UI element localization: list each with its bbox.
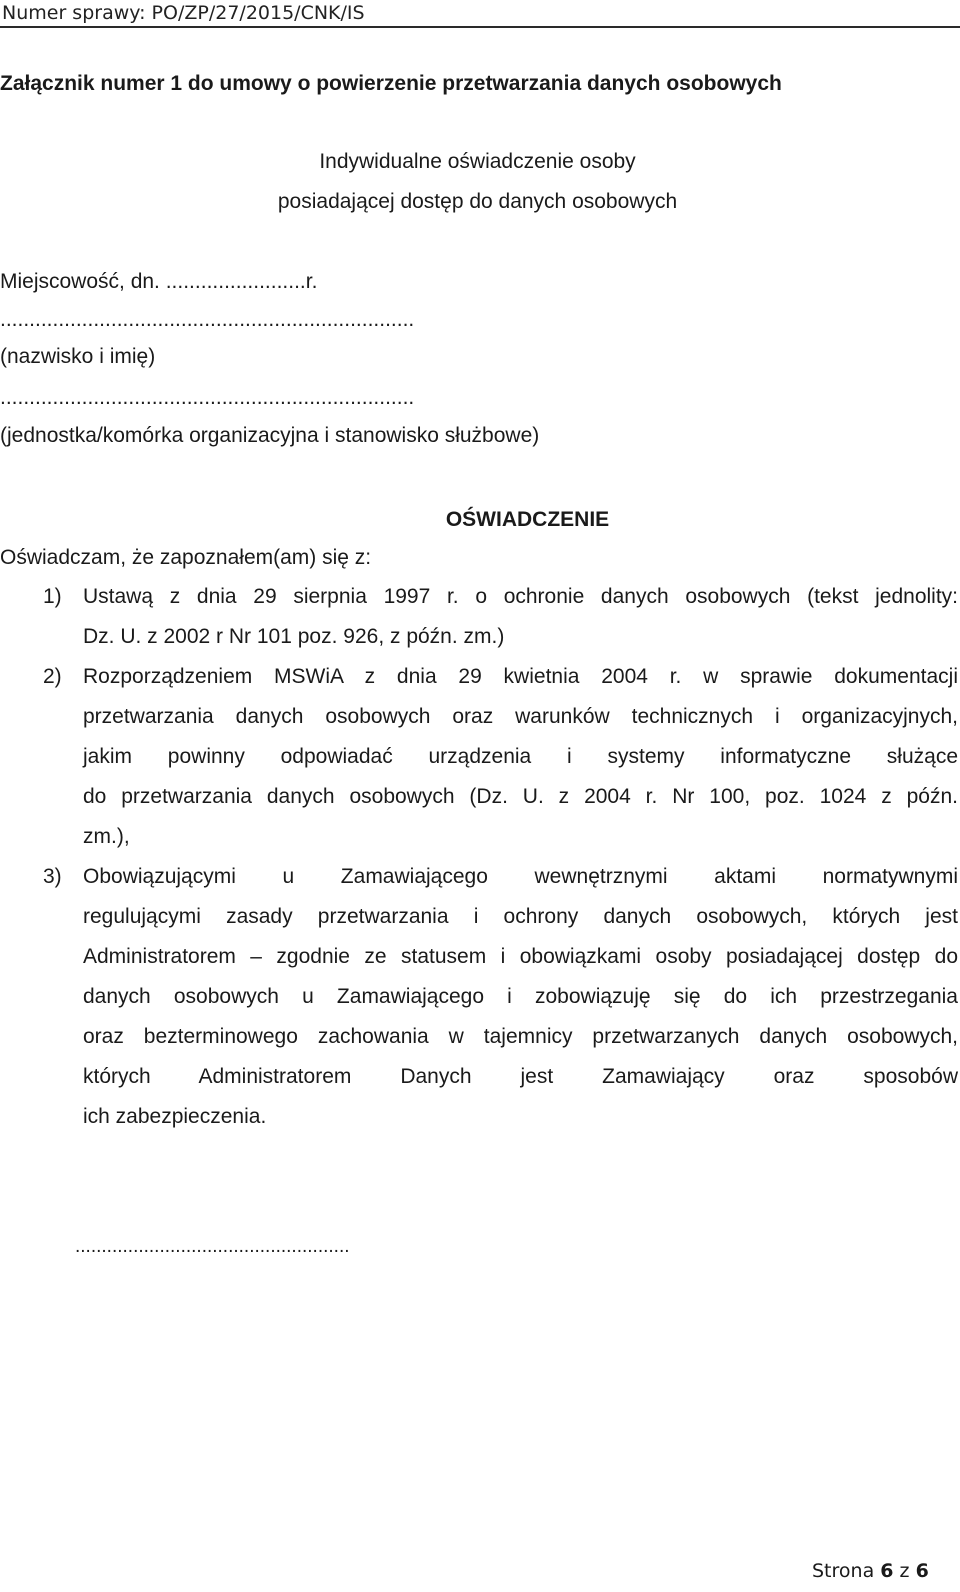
place-date-field: Miejscowość, dn. ........................r. xyxy=(0,270,318,293)
header-divider xyxy=(0,26,960,28)
subtitle-line-1: Indywidualne oświadczenie osoby xyxy=(319,150,636,173)
page-current: 6 xyxy=(880,1560,894,1582)
unit-dots: ....................................................................... xyxy=(0,386,415,409)
page-word: Strona xyxy=(812,1560,875,1582)
item-number: 1) xyxy=(43,585,62,608)
page-footer xyxy=(812,1560,929,1582)
declaration-intro: Oświadczam, że zapoznałem(am) się z: xyxy=(0,546,372,569)
item-line: Rozporządzeniem MSWiA z dnia 29 kwietnia 2004 r. w sprawie dokumentacji xyxy=(83,665,958,688)
item-line: danych osobowych u Zamawiającego i zobowiązuję się do ich przestrzegania xyxy=(83,985,958,1008)
declaration-heading: OŚWIADCZENIE xyxy=(445,508,610,531)
item-line: Administratorem – zgodnie ze statusem i obowiązkami osoby posiadającej dostęp do xyxy=(83,945,958,968)
item-number: 3) xyxy=(43,865,62,888)
signature-dots: .................................................... xyxy=(75,1236,350,1257)
item-line: ich zabezpieczenia. xyxy=(83,1105,267,1128)
item-line: oraz bezterminowego zachowania w tajemnicy przetwarzanych danych osobowych, xyxy=(83,1025,958,1048)
item-line: do przetwarzania danych osobowych (Dz. U. z 2004 r. Nr 100, poz. 1024 z późn. xyxy=(83,785,958,808)
case-number-header: Numer sprawy: PO/ZP/27/2015/CNK/IS xyxy=(2,2,365,24)
item-line: regulującymi zasady przetwarzania i ochrony danych osobowych, których jest xyxy=(83,905,958,928)
item-line: Dz. U. z 2002 r Nr 101 poz. 926, z późn. zm.) xyxy=(83,625,505,648)
item-line: których Administratorem Danych jest Zamawiający oraz sposobów xyxy=(83,1065,958,1088)
name-dots: ....................................................................... xyxy=(0,308,415,331)
unit-label: (jednostka/komórka organizacyjna i stanowisko służbowe) xyxy=(0,424,540,447)
item-line: Obowiązującymi u Zamawiającego wewnętrznymi aktami normatywnymi xyxy=(83,865,958,888)
item-number: 2) xyxy=(43,665,62,688)
name-label: (nazwisko i imię) xyxy=(0,345,156,368)
page-total: 6 xyxy=(915,1560,929,1582)
item-line: jakim powinny odpowiadać urządzenia i systemy informatyczne służące xyxy=(83,745,958,768)
item-line: przetwarzania danych osobowych oraz warunków technicznych i organizacyjnych, xyxy=(83,705,958,728)
item-line: Ustawą z dnia 29 sierpnia 1997 r. o ochronie danych osobowych (tekst jednolity: xyxy=(83,585,958,608)
subtitle-line-2: posiadającej dostęp do danych osobowych xyxy=(277,190,678,213)
item-line: zm.), xyxy=(83,825,130,848)
page-separator: z xyxy=(899,1560,910,1582)
document-title: Załącznik numer 1 do umowy o powierzenie przetwarzania danych osobowych xyxy=(0,72,782,95)
